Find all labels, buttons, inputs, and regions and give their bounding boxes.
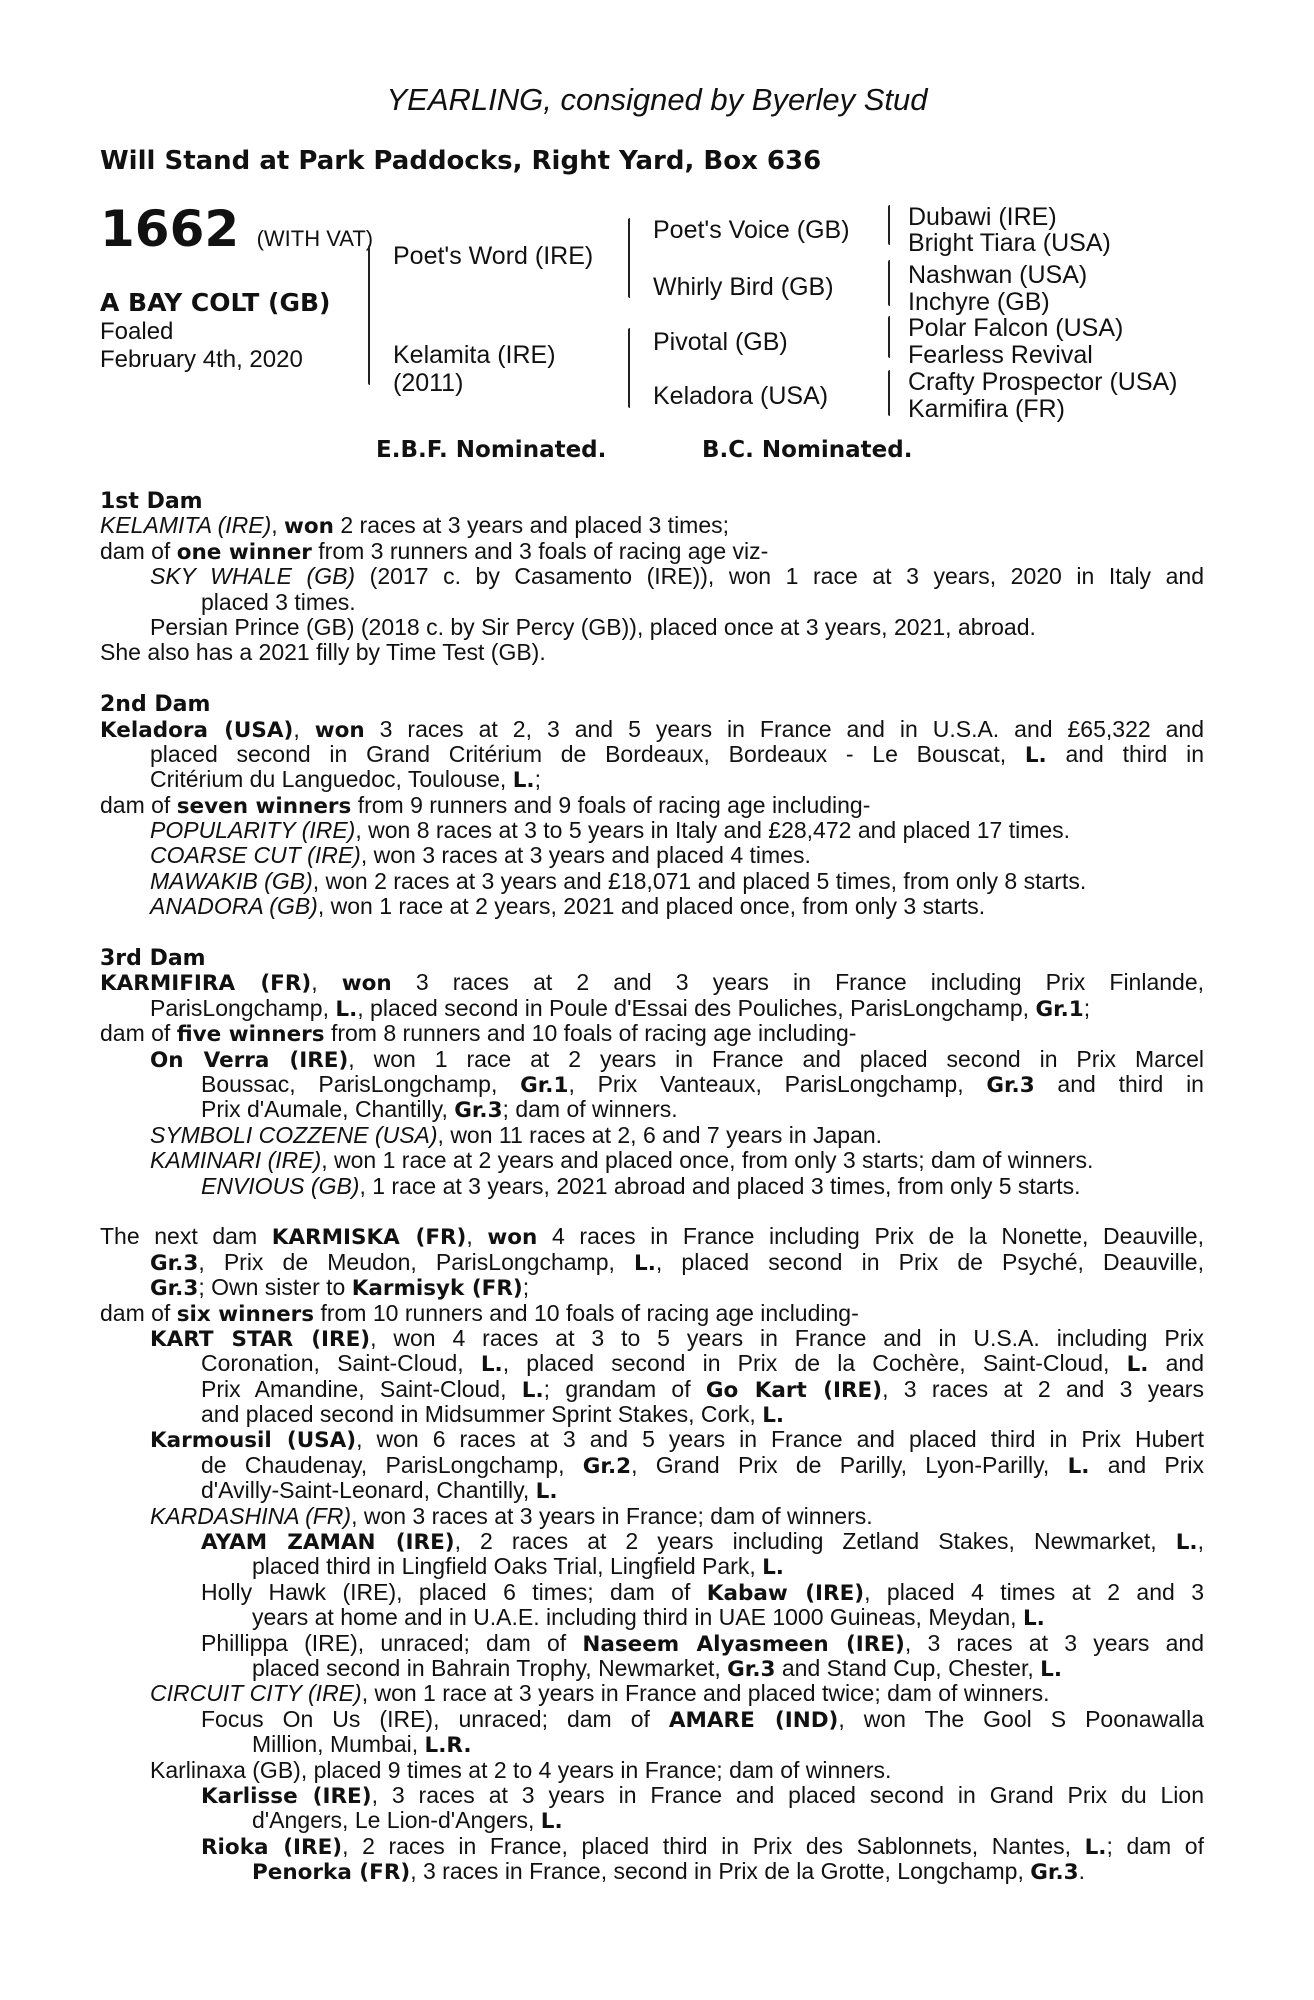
text-line [100,818,1204,843]
text-run: from 9 runners and 9 foals of racing age including- [351,791,871,818]
bold-text: AYAM ZAMAN (IRE) [201,1530,455,1556]
bold-text: L. [762,1403,785,1429]
text-run: and Stand Cup, Chester, [775,1654,1041,1681]
bold-text: L. [1024,742,1047,768]
pedigree-gen2-1: Poet's Voice (GB) [653,216,850,244]
horse-name-italic: CIRCUIT CITY (IRE) [150,1680,362,1707]
text-run: Karlinaxa (GB), placed 9 times at 2 to 4 years in France; dam of winners. [150,1756,892,1783]
catalogue-title: YEARLING, consigned by Byerley Stud [386,82,928,117]
horse-name-italic: SYMBOLI COZZENE (USA) [150,1121,438,1148]
text-line [100,1808,1204,1833]
text-line [100,717,1204,742]
bold-text: Naseem Alyasmeen (IRE) [582,1631,905,1657]
text-run: placed third in Lingfield Oaks Trial, Lingfield Park, [252,1553,763,1580]
text-run: , won 2 races at 3 years and £18,071 and placed 5 times, from only 8 starts. [312,867,1087,894]
foaled-date: February 4th, 2020 [100,346,303,373]
pedigree-gen2-3: Pivotal (GB) [653,328,788,356]
bold-text: L.R. [424,1733,472,1759]
text-line [100,1174,1204,1199]
pedigree-gen3-2: Bright Tiara (USA) [908,229,1111,257]
text-line [100,1681,1204,1706]
pedigree-gen2-4: Keladora (USA) [653,382,829,410]
bold-text: Gr.3 [986,1072,1035,1098]
text-run: dam of [100,1299,177,1326]
text-line [100,970,1204,995]
text-run: ; Own sister to [198,1274,352,1301]
bold-text: Penorka (FR) [252,1860,411,1886]
text-line [100,1047,1204,1072]
foaled-label: Foaled [100,318,174,345]
bold-text: Gr.3 [1030,1860,1079,1886]
bold-text: won [487,1225,538,1251]
text-run: , placed second in Poule d'Essai des Pouliches, ParisLongchamp, [357,994,1036,1021]
pedigree-brace-g3b [888,260,890,306]
blank-line [100,666,1204,691]
text-run: dam of [100,1020,177,1047]
text-line [100,640,1204,665]
blank-line [100,1199,1204,1224]
bold-text: L. [335,996,358,1022]
text-line [100,1148,1204,1173]
text-run: Million, Mumbai, [252,1731,425,1758]
text-line [100,1123,1204,1148]
text-line [100,1758,1204,1783]
text-line [100,513,1204,538]
section-heading: 3rd Dam [100,946,206,972]
text-run: 3 races at 2, 3 and 5 years in France and in U.S.A. and £65,322 and [364,715,1205,742]
text-run: The next dam [100,1223,272,1250]
text-run: from 10 runners and 10 foals of racing age including- [314,1299,859,1326]
text-run: ; [522,1274,530,1301]
horse-name-italic: COARSE CUT (IRE) [150,842,361,869]
pedigree-gen3-3: Nashwan (USA) [908,261,1088,289]
pedigree-brace-sire [628,218,630,298]
text-run: ; [534,766,541,793]
bold-text: L. [480,1352,503,1378]
text-run: , [466,1223,488,1250]
text-run: Persian Prince (GB) (2018 c. by Sir Percy (GB)), placed once at 3 years, 2021, abroad. [150,613,1036,640]
bold-text: won [284,514,334,540]
horse-name-italic: ANADORA (GB) [150,893,318,920]
text-run: and placed second in Midsummer Sprint Stakes, Cork, [201,1401,763,1428]
text-line [100,1224,1204,1249]
text-run: Prix Amandine, Saint-Cloud, [201,1375,522,1402]
section-heading: 2nd Dam [100,692,211,718]
text-run: , 2 races in France, placed third in Prix des Sablonnets, Nantes, [342,1832,1085,1859]
text-run: Holly Hawk (IRE), placed 6 times; dam of [201,1578,707,1605]
bold-text: Karmousil (USA) [150,1428,357,1454]
text-line [100,1326,1204,1351]
text-run: d'Angers, Le Lion-d'Angers, [252,1807,541,1834]
text-line [100,767,1204,792]
text-run: , Prix de Meudon, ParisLongchamp, [198,1248,635,1275]
text-run: , 3 races at 3 years and [904,1629,1204,1656]
text-run: placed second in Bahrain Trophy, Newmarket, [252,1654,728,1681]
bold-text: L. [535,1479,558,1505]
text-run: and third in [1046,740,1204,767]
text-run: , 3 races in France, second in Prix de la Grotte, Longchamp, [410,1858,1031,1885]
bold-text: Gr.3 [150,1276,199,1302]
bold-text: Gr.2 [582,1453,632,1479]
text-run: Critérium du Languedoc, Toulouse, [150,766,513,793]
text-line [100,1631,1204,1656]
bold-text: KART STAR (IRE) [150,1326,371,1352]
text-run: d'Avilly-Saint-Leonard, Chantilly, [201,1477,536,1504]
stand-location: Will Stand at Park Paddocks, Right Yard, Box 636 [100,146,822,176]
bold-text: Karmisyk (FR) [351,1276,523,1302]
bold-text: Gr.1 [520,1072,569,1098]
bold-text: one winner [176,539,312,565]
pedigree-gen2-2: Whirly Bird (GB) [653,273,834,301]
lot-description: A BAY COLT (GB) [100,288,331,317]
bold-text: five winners [176,1022,325,1048]
text-run: , 1 race at 3 years, 2021 abroad and placed 3 times, from only 5 starts. [359,1172,1081,1199]
text-line [100,1453,1204,1478]
horse-name-italic: MAWAKIB (GB) [150,867,313,894]
text-run: , 3 races at 3 years in France and placed second in Grand Prix du Lion [371,1781,1204,1808]
bold-text: Gr.1 [1035,996,1084,1022]
text-line [100,996,1204,1021]
pedigree-dam: Kelamita (IRE) [393,341,556,369]
bold-text: Gr.3 [727,1656,776,1682]
bold-text: Gr.3 [454,1098,503,1124]
text-run: Coronation, Saint-Cloud, [201,1350,481,1377]
text-run: and third in [1034,1070,1204,1097]
text-run: , [271,512,285,539]
bold-text: won [341,971,392,997]
text-line [100,1554,1204,1579]
text-line [100,793,1204,818]
bold-text: L. [1040,1656,1063,1682]
text-run: Focus On Us (IRE), unraced; dam of [201,1705,669,1732]
text-line [100,691,1204,716]
text-line [100,742,1204,767]
pedigree-sire: Poet's Word (IRE) [393,242,594,270]
horse-name-italic: POPULARITY (IRE) [150,817,356,844]
pedigree-gen3-8: Karmifira (FR) [908,395,1065,423]
text-run: . [1078,1858,1085,1885]
bold-text: L. [1022,1606,1045,1632]
text-run: , won 8 races at 3 to 5 years in Italy and £28,472 and placed 17 times. [355,817,1071,844]
text-run: and Prix [1089,1451,1205,1478]
text-run: 3 races at 2 and 3 years in France including Prix Finlande, [391,969,1205,996]
text-run: , won The Gool S Poonawalla [838,1705,1204,1732]
text-line [100,1427,1204,1452]
text-line [100,1580,1204,1605]
text-run: ; grandam of [543,1375,706,1402]
text-run: , won 1 race at 2 years, 2021 and placed once, from only 3 starts. [317,893,986,920]
bold-text: L. [1126,1352,1149,1378]
text-run: ; dam of [1106,1832,1204,1859]
text-line [100,869,1204,894]
text-run: , Prix Vanteaux, ParisLongchamp, [568,1070,987,1097]
text-run: from 3 runners and 3 foals of racing age viz- [311,537,769,564]
bold-text: L. [762,1555,784,1581]
text-run: , won 6 races at 3 and 5 years in France and placed third in Prix Hubert [356,1426,1204,1453]
bold-text: Karlisse (IRE) [201,1783,372,1809]
bold-text: L. [540,1809,563,1835]
text-line [100,1478,1204,1503]
bold-text: L. [634,1250,656,1276]
horse-name-italic: KELAMITA (IRE) [100,512,272,539]
horse-name-italic: KAMINARI (IRE) [150,1147,322,1174]
text-run: (2017 c. by Casamento (IRE)), won 1 race at 3 years, 2020 in Italy and [355,563,1205,590]
text-run: placed second in Grand Critérium de Bordeaux, Bordeaux - Le Bouscat, [150,740,1025,767]
pedigree-gen3-7: Crafty Prospector (USA) [908,368,1178,396]
text-line [100,894,1204,919]
bold-text: L. [1067,1453,1090,1479]
text-line [100,1834,1204,1859]
text-line [100,1783,1204,1808]
pedigree-brace-dam [628,328,630,408]
text-run: 4 races in France including Prix de la Nonette, Deauville, [537,1223,1204,1250]
text-line [100,945,1204,970]
text-run: Phillippa (IRE), unraced; dam of [201,1629,583,1656]
text-line [100,1656,1204,1681]
text-run: , placed second in Prix de la Cochère, Saint-Cloud, [502,1350,1127,1377]
bold-text: AMARE (IND) [668,1707,839,1733]
bold-text: KARMIFIRA (FR) [100,971,312,997]
bold-text: won [314,717,365,743]
text-run: ; [1083,994,1091,1021]
section-heading: 1st Dam [100,489,203,514]
text-run: , won 1 race at 3 years in France and placed twice; dam of winners. [361,1680,1050,1707]
text-run: de Chaudenay, ParisLongchamp, [201,1451,583,1478]
text-run: dam of [100,537,177,564]
text-run: , Grand Prix de Parilly, Lyon-Parilly, [631,1451,1068,1478]
horse-name-italic: ENVIOUS (GB) [201,1172,360,1199]
text-line [100,1859,1204,1884]
text-run: Prix d'Aumale, Chantilly, [201,1096,455,1123]
text-run: , 3 races at 2 and 3 years [882,1375,1204,1402]
bold-text: Keladora (USA) [100,717,294,743]
pedigree-brace-g3c [888,316,890,358]
text-line [100,1250,1204,1275]
pedigree-gen3-4: Inchyre (GB) [908,288,1050,316]
bold-text: On Verra (IRE) [150,1047,349,1073]
text-line [100,1351,1204,1376]
bold-text: Rioka (IRE) [201,1834,343,1860]
text-line [100,590,1204,615]
text-run: , placed second in Prix de Psyché, Deauville, [655,1248,1204,1275]
text-line [100,488,1204,513]
bold-text: seven winners [176,793,352,819]
text-run: years at home and in U.A.E. including third in UAE 1000 Guineas, Meydan, [252,1604,1023,1631]
text-line [100,1402,1204,1427]
text-line [100,843,1204,868]
bold-text: Go Kart (IRE) [705,1377,883,1403]
text-run: placed 3 times. [201,588,356,615]
bold-text: six winners [176,1301,315,1327]
text-run: ParisLongchamp, [150,994,336,1021]
lot-number: 1662 [100,200,240,258]
pedigree-brace-gen1 [368,245,370,385]
horse-name-italic: SKY WHALE (GB) [150,563,356,590]
text-run: , [1197,1528,1204,1555]
text-run: , 2 races at 2 years including Zetland Stakes, Newmarket, [454,1528,1176,1555]
text-run: , won 3 races at 3 years in France; dam of winners. [351,1502,873,1529]
lot-number-row [100,202,373,266]
text-line [100,615,1204,640]
text-line [100,1707,1204,1732]
text-line [100,1529,1204,1554]
text-line [100,1732,1204,1757]
text-run: , [311,969,342,996]
pedigree-dam-year: (2011) [393,369,464,397]
ebf-nomination: E.B.F. Nominated. [376,437,607,463]
text-line [100,1301,1204,1326]
pedigree-gen3-1: Dubawi (IRE) [908,203,1057,231]
text-run: , [293,715,315,742]
vat-note: (WITH VAT) [256,226,374,251]
text-run: She also has a 2021 filly by Time Test (GB). [100,639,546,666]
text-line [100,1605,1204,1630]
text-run: and [1148,1350,1205,1377]
text-line [100,1097,1204,1122]
horse-name-italic: KARDASHINA (FR) [150,1502,352,1529]
bold-text: L. [1175,1530,1198,1556]
pedigree-gen3-6: Fearless Revival [908,341,1093,369]
bold-text: L. [521,1377,544,1403]
text-run: , won 3 races at 3 years and placed 4 times. [360,842,811,869]
pedigree-brace-g3d [888,370,890,416]
text-line [100,1021,1204,1046]
blank-line [100,920,1204,945]
bold-text: L. [512,768,535,794]
text-run: dam of [100,791,177,818]
text-line [100,1072,1204,1097]
text-line [100,539,1204,564]
bc-nomination: B.C. Nominated. [702,437,913,463]
text-line [100,564,1204,589]
pedigree-brace-g3a [888,205,890,245]
pedigree-notes [100,488,1204,1884]
pedigree-gen3-5: Polar Falcon (USA) [908,314,1124,342]
bold-text: L. [1084,1834,1107,1860]
bold-text: KARMISKA (FR) [271,1225,467,1251]
text-line [100,1504,1204,1529]
text-run: 2 races at 3 years and placed 3 times; [333,512,730,539]
text-run: from 8 runners and 10 foals of racing age including- [324,1020,857,1047]
text-run: , won 1 race at 2 years in France and placed second in Prix Marcel [348,1045,1204,1072]
text-run: , won 4 races at 3 to 5 years in France and in U.S.A. including Prix [370,1324,1204,1351]
bold-text: Gr.3 [150,1250,199,1276]
text-line [100,1275,1204,1300]
text-line [100,1377,1204,1402]
foaled-info [100,318,303,374]
bold-text: Kabaw (IRE) [706,1580,865,1606]
text-run: , placed 4 times at 2 and 3 [864,1578,1205,1605]
text-run: , won 1 race at 2 years and placed once, from only 3 starts; dam of winners. [321,1147,1094,1174]
text-run: , won 11 races at 2, 6 and 7 years in Japan. [437,1121,883,1148]
text-run: ; dam of winners. [502,1096,678,1123]
text-run: Boussac, ParisLongchamp, [201,1070,521,1097]
